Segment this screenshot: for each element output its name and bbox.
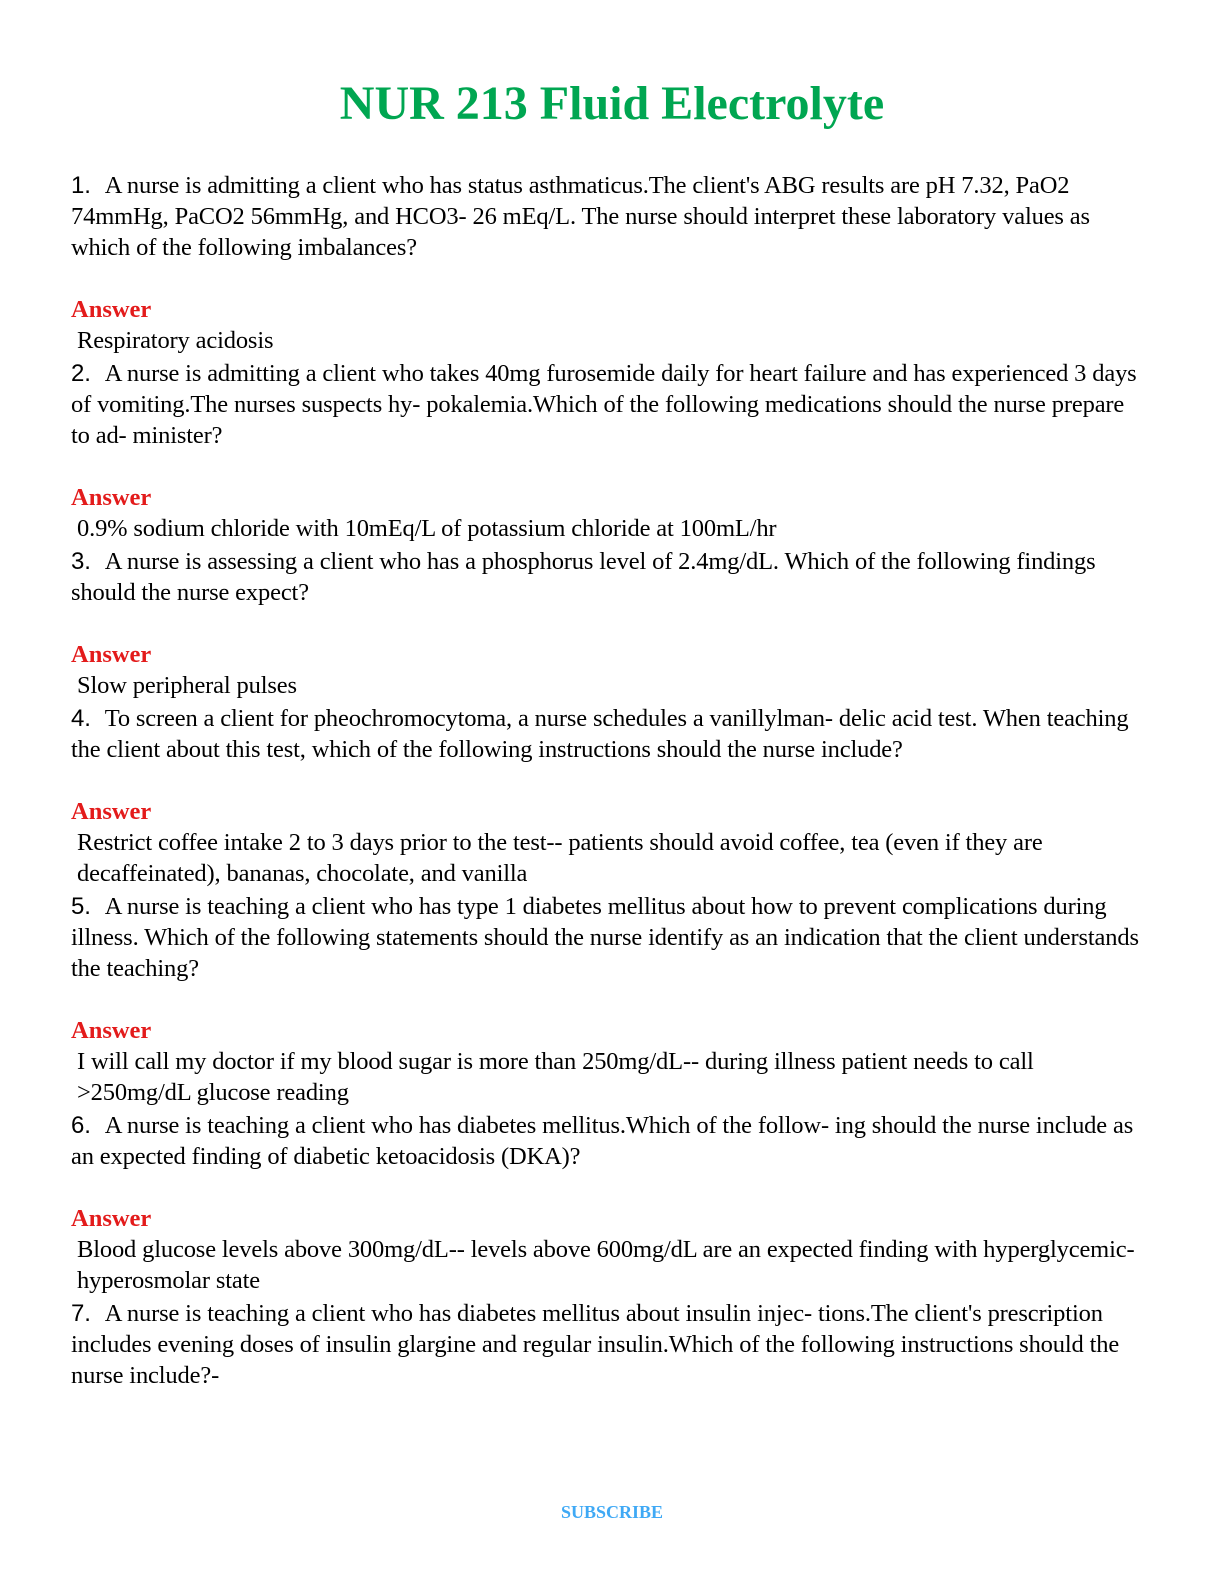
qa-item-2	[71, 358, 1146, 544]
question-2	[71, 358, 1146, 451]
question-7	[71, 1298, 1146, 1391]
question-number: 1.	[71, 172, 91, 199]
question-5	[71, 891, 1146, 984]
question-number: 7.	[71, 1300, 91, 1327]
qa-item-3	[71, 546, 1146, 701]
answer-text: Restrict coffee intake 2 to 3 days prior to the test-- patients should avoid coffee, tea (even if they are decaffeinated), bananas, chocolate, and vanilla	[77, 829, 1043, 887]
answer-label: Answer	[71, 484, 152, 511]
qa-item-6	[71, 1110, 1146, 1296]
answer-text: Respiratory acidosis	[77, 327, 274, 354]
answer-label: Answer	[71, 1017, 152, 1044]
question-1	[71, 170, 1146, 263]
answer-text: Slow peripheral pulses	[77, 672, 297, 699]
qa-list	[71, 170, 1146, 1391]
answer-text: I will call my doctor if my blood sugar is more than 250mg/dL-- during illness patient needs to call >250mg/dL glucose reading	[77, 1048, 1034, 1106]
question-4	[71, 703, 1146, 765]
qa-item-1	[71, 170, 1146, 356]
question-6	[71, 1110, 1146, 1172]
question-text: A nurse is teaching a client who has type 1 diabetes mellitus about how to prevent complications during illness. Which of the following statements should the nurse identify as an indication that the client understands the teaching?	[71, 893, 1139, 982]
question-3	[71, 546, 1146, 608]
question-text: A nurse is teaching a client who has diabetes mellitus about insulin injec- tions.The client's prescription includes evening doses of insulin glargine and regular insulin.Which of the following instructions should the nurse include?-	[71, 1300, 1120, 1389]
question-number: 6.	[71, 1112, 91, 1139]
question-text: A nurse is admitting a client who takes 40mg furosemide daily for heart failure and has experienced 3 days of vomiting.The nurses suspects hy- pokalemia.Which of the following medications should the nurse prepare to ad- minister?	[71, 360, 1137, 449]
answer-label: Answer	[71, 641, 152, 668]
answer-label: Answer	[71, 296, 152, 323]
question-text: A nurse is teaching a client who has diabetes mellitus.Which of the follow- ing should the nurse include as an expected finding of diabetic ketoacidosis (DKA)?	[71, 1112, 1134, 1170]
qa-item-7	[71, 1298, 1146, 1391]
qa-item-5	[71, 891, 1146, 1108]
qa-item-4	[71, 703, 1146, 889]
answer-text: Blood glucose levels above 300mg/dL-- levels above 600mg/dL are an expected finding with hyperglycemic-hyperosmolar state	[77, 1236, 1135, 1294]
document-title: NUR 213 Fluid Electrolyte	[339, 77, 885, 130]
answer-label: Answer	[71, 798, 152, 825]
question-text: A nurse is assessing a client who has a phosphorus level of 2.4mg/dL. Which of the following findings should the nurse expect?	[71, 548, 1096, 606]
question-number: 5.	[71, 893, 91, 920]
question-text: A nurse is admitting a client who has status asthmaticus.The client's ABG results are pH 7.32, PaO2 74mmHg, PaCO2 56mmHg, and HCO3- 26 mEq/L. The nurse should interpret these laboratory values as which of the following imbalances?	[71, 172, 1090, 261]
answer-label: Answer	[71, 1205, 152, 1232]
subscribe-link[interactable]: SUBSCRIBE	[560, 1502, 664, 1522]
question-number: 3.	[71, 548, 91, 575]
answer-text: 0.9% sodium chloride with 10mEq/L of potassium chloride at 100mL/hr	[77, 515, 777, 542]
question-number: 4.	[71, 705, 91, 732]
question-text: To screen a client for pheochromocytoma, a nurse schedules a vanillylman- delic acid test. When teaching the client about this test, which of the following instructions should the nurse include?	[71, 705, 1129, 763]
question-number: 2.	[71, 360, 91, 387]
